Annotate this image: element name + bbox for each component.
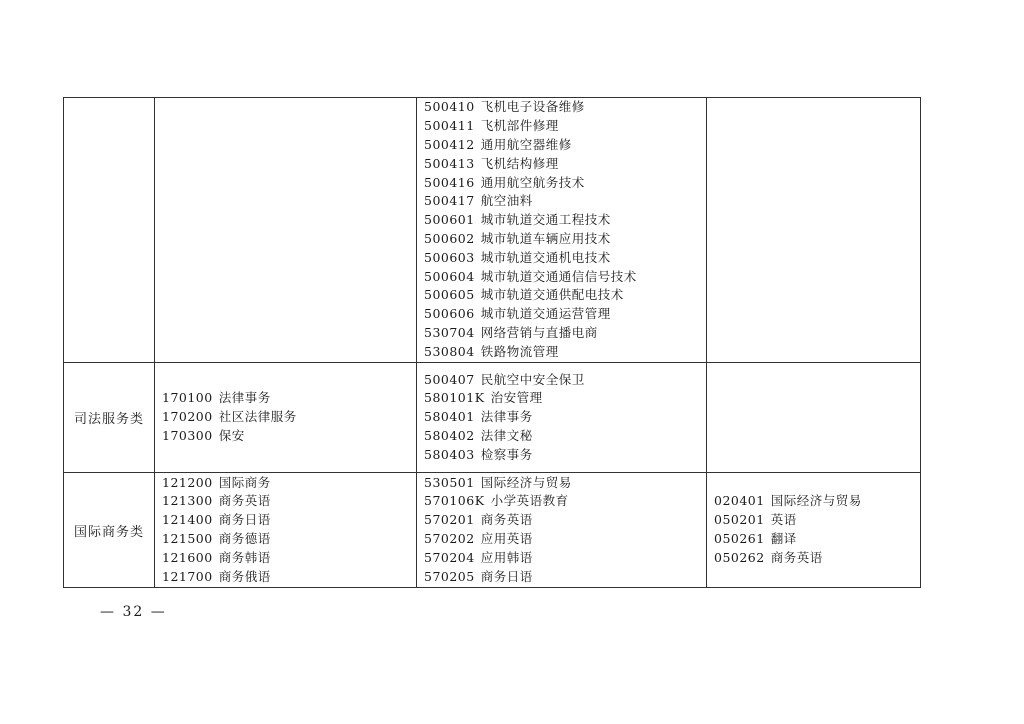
major-list (155, 389, 416, 445)
list-item (424, 174, 706, 193)
major-name: 通用航空航务技术 (480, 174, 585, 190)
page-number: — 32 — (100, 604, 167, 620)
table-row (64, 98, 921, 363)
higher-vocational-majors-cell (417, 473, 707, 588)
major-name: 翻译 (770, 531, 797, 546)
list-item (162, 474, 416, 493)
list-item (714, 549, 920, 568)
list-item (424, 98, 706, 117)
major-name: 英语 (770, 512, 797, 528)
list-item (424, 305, 706, 324)
major-code: 121500 (162, 531, 213, 546)
major-code: 121600 (162, 549, 213, 565)
major-name: 商务俄语 (218, 568, 271, 584)
major-name: 商务英语 (480, 512, 533, 528)
major-code: 500605 (424, 287, 475, 303)
major-code: 530704 (424, 324, 475, 340)
major-code: 580402 (424, 427, 475, 443)
major-name: 应用韩语 (480, 549, 533, 565)
list-item (424, 211, 706, 230)
list-item (424, 371, 706, 390)
category-label: 国际商务类 (73, 524, 144, 540)
table-row (64, 363, 921, 473)
major-list (417, 474, 706, 587)
major-list (417, 98, 706, 361)
major-name: 法律事务 (480, 409, 533, 425)
list-item (424, 117, 706, 136)
major-code: 500411 (424, 118, 475, 134)
major-code: 580101K (424, 390, 485, 406)
table-row (64, 473, 921, 588)
major-code: 020401 (714, 493, 765, 509)
major-name: 检察事务 (480, 446, 533, 462)
list-item (714, 530, 920, 549)
major-code: 170200 (162, 409, 213, 425)
major-list (155, 474, 416, 587)
major-name: 民航空中安全保卫 (480, 371, 585, 387)
major-code: 500601 (424, 212, 475, 228)
secondary-majors-cell (155, 473, 417, 588)
major-name: 城市轨道交通工程技术 (480, 212, 611, 228)
list-item (424, 408, 706, 427)
major-code: 121300 (162, 493, 213, 509)
list-item (162, 549, 416, 568)
major-code: 530501 (424, 474, 475, 490)
major-name: 国际经济与贸易 (480, 474, 572, 490)
major-code: 170300 (162, 427, 213, 443)
major-name: 飞机部件修理 (480, 118, 559, 134)
list-item (424, 324, 706, 343)
major-mapping-table (63, 97, 921, 588)
major-code: 570201 (424, 512, 475, 528)
major-name: 国际经济与贸易 (770, 493, 862, 509)
list-item (424, 268, 706, 287)
list-item (424, 192, 706, 211)
category-label: 司法服务类 (73, 412, 144, 427)
major-name: 飞机电子设备维修 (480, 99, 585, 115)
category-cell (64, 363, 155, 473)
bachelor-majors-cell (707, 363, 921, 473)
list-item (424, 511, 706, 530)
major-code: 570106K (424, 493, 485, 509)
major-code: 500407 (424, 371, 475, 387)
secondary-majors-cell (155, 98, 417, 363)
major-code: 500412 (424, 137, 475, 153)
major-code: 500413 (424, 155, 475, 171)
list-item (424, 136, 706, 155)
list-item (424, 549, 706, 568)
major-code: 580403 (424, 446, 475, 462)
list-item (424, 474, 706, 493)
major-name: 商务韩语 (218, 549, 271, 565)
major-code: 500604 (424, 268, 475, 284)
major-name: 城市轨道交通机电技术 (480, 249, 611, 265)
major-name: 飞机结构修理 (480, 155, 559, 171)
list-item (162, 389, 416, 408)
list-item (424, 230, 706, 249)
major-code: 500602 (424, 231, 475, 246)
major-name: 小学英语教育 (490, 493, 569, 509)
major-code: 570204 (424, 549, 475, 565)
major-code: 050262 (714, 549, 765, 565)
major-name: 国际商务 (218, 474, 271, 490)
major-name: 网络营销与直播电商 (480, 324, 598, 340)
major-name: 铁路物流管理 (480, 343, 559, 359)
major-name: 商务德语 (218, 531, 271, 546)
category-cell (64, 98, 155, 363)
major-code: 570205 (424, 568, 475, 584)
major-code: 500603 (424, 249, 475, 265)
list-item (424, 249, 706, 268)
major-list (707, 492, 920, 567)
list-item (424, 343, 706, 362)
table-body (64, 98, 921, 588)
major-code: 500606 (424, 306, 475, 322)
list-item (424, 155, 706, 174)
list-item (424, 530, 706, 549)
list-item (162, 492, 416, 511)
major-name: 法律文秘 (480, 427, 533, 443)
list-item (714, 492, 920, 511)
major-name: 航空油料 (480, 193, 533, 209)
list-item (424, 427, 706, 446)
major-code: 570202 (424, 531, 475, 546)
major-name: 城市轨道交通运营管理 (480, 306, 611, 322)
major-code: 500417 (424, 193, 475, 209)
major-code: 580401 (424, 409, 475, 425)
list-item (424, 568, 706, 587)
major-code: 500410 (424, 99, 475, 115)
bachelor-majors-cell (707, 473, 921, 588)
major-code: 121700 (162, 568, 213, 584)
bachelor-majors-cell (707, 98, 921, 363)
major-name: 保安 (218, 427, 245, 443)
higher-vocational-majors-cell (417, 363, 707, 473)
major-name: 通用航空器维修 (480, 137, 572, 153)
list-item (424, 446, 706, 465)
list-item (714, 511, 920, 530)
major-code: 500416 (424, 174, 475, 190)
list-item (424, 389, 706, 408)
list-item (424, 286, 706, 305)
list-item (162, 568, 416, 587)
category-cell (64, 473, 155, 588)
major-name: 应用英语 (480, 531, 533, 546)
higher-vocational-majors-cell (417, 98, 707, 363)
major-name: 社区法律服务 (218, 409, 297, 425)
major-code: 530804 (424, 343, 475, 359)
list-item (162, 427, 416, 446)
major-name: 法律事务 (218, 390, 271, 406)
major-name: 商务日语 (480, 568, 533, 584)
major-name: 城市轨道交通通信信号技术 (480, 268, 637, 284)
major-name: 商务日语 (218, 512, 271, 528)
list-item (162, 511, 416, 530)
major-code: 121400 (162, 512, 213, 528)
major-code: 050261 (714, 531, 765, 546)
major-code: 050201 (714, 512, 765, 528)
secondary-majors-cell (155, 363, 417, 473)
list-item (162, 530, 416, 549)
major-code: 121200 (162, 474, 213, 490)
list-item (162, 408, 416, 427)
list-item (424, 492, 706, 511)
major-name: 商务英语 (218, 493, 271, 509)
major-name: 城市轨道车辆应用技术 (480, 231, 611, 246)
major-code: 170100 (162, 390, 213, 406)
major-name: 城市轨道交通供配电技术 (480, 287, 624, 303)
major-name: 商务英语 (770, 549, 823, 565)
major-name: 治安管理 (490, 390, 543, 406)
major-list (417, 371, 706, 465)
